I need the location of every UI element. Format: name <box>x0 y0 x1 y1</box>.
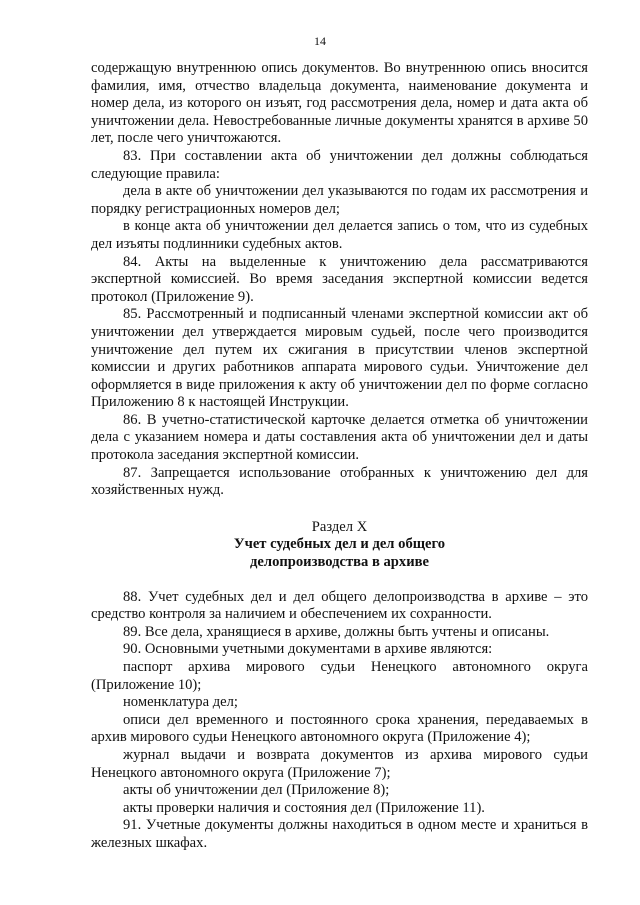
paragraph-83: 83. При составлении акта об уничтожении дел должны соблюдаться следующие правила: <box>91 147 588 182</box>
section-title-line-1: Учет судебных дел и дел общего <box>233 536 446 553</box>
section-label: Раздел X <box>311 518 368 535</box>
paragraph-89: 89. Все дела, хранящиеся в архиве, должны быть учтены и описаны. <box>123 623 550 640</box>
paragraph-90-item-journal: журнал выдачи и возврата документов из архива мирового судьи Ненецкого автономного округа (Приложение 7); <box>91 746 588 781</box>
paragraph-83-rule-1: дела в акте об уничтожении дел указываются по годам их рассмотрения и порядку регистрационных номеров дел; <box>91 183 588 217</box>
section-title-line-2: делопроизводства в архиве <box>250 554 429 571</box>
paragraph-88: 88. Учет судебных дел и дел общего делопроизводства в архиве – это средство контроля за наличием и обеспечением их сохранности. <box>91 588 588 623</box>
paragraph-90-item-check-acts: акты проверки наличия и состояния дел (Приложение 11). <box>123 799 485 816</box>
paragraph-90-item-nomenclature: номенклатура дел; <box>123 694 238 711</box>
paragraph-90-item-inventories: описи дел временного и постоянного срока хранения, передаваемых в архив мирового судьи Ненецкого автономного округа (Приложение 4); <box>91 711 588 746</box>
paragraph-90-item-passport: паспорт архива мирового судьи Ненецкого автономного округа (Приложение 10); <box>91 659 588 693</box>
paragraph-83-rule-2: в конце акта об уничтожении дел делается запись о том, что из судебных дел изъяты подлинники судебных актов. <box>91 218 588 252</box>
document-body <box>91 60 588 853</box>
paragraph-86: 86. В учетно-статистической карточке делается отметка об уничтожении дела с указанием номера и даты составления акта об уничтожении дел и даты протокола заседания экспертной комиссии. <box>91 411 588 464</box>
paragraph-90-item-destruction-acts: акты об уничтожении дел (Приложение 8); <box>123 782 390 799</box>
paragraph-continuation: содержащую внутреннюю опись документов. Во внутреннюю опись вносится фамилия, имя, отчество владельца документа, наименование документа и номер дела, из которого он изъят, год рассмотрения дела, номер и дата акта об уничтожении дела. Невостребованные личные документы хранятся в архиве 50 лет, после чего уничтожаются. <box>91 60 588 147</box>
paragraph-85: 85. Рассмотренный и подписанный членами экспертной комиссии акт об уничтожении дел утверждается мировым судьей, после чего производится уничтожение дел путем их сжигания в присутствии членов экспертной комиссии и других работников аппарата мирового судьи. Уничтожение дел оформляется в виде приложения к акту об уничтожении дел по форме согласно Приложению 8 к настоящей Инструкции. <box>91 306 588 411</box>
page-number: 14 <box>314 34 326 48</box>
paragraph-90: 90. Основными учетными документами в архиве являются: <box>123 641 493 658</box>
section-heading <box>91 519 588 572</box>
paragraph-91: 91. Учетные документы должны находиться в одном месте и храниться в железных шкафах. <box>91 817 588 851</box>
paragraph-87: 87. Запрещается использование отобранных к уничтожению дел для хозяйственных нужд. <box>91 464 588 499</box>
paragraph-84: 84. Акты на выделенные к уничтожению дела рассматриваются экспертной комиссией. Во время заседания экспертной комиссии ведется протокол (Приложение 9). <box>91 253 588 305</box>
